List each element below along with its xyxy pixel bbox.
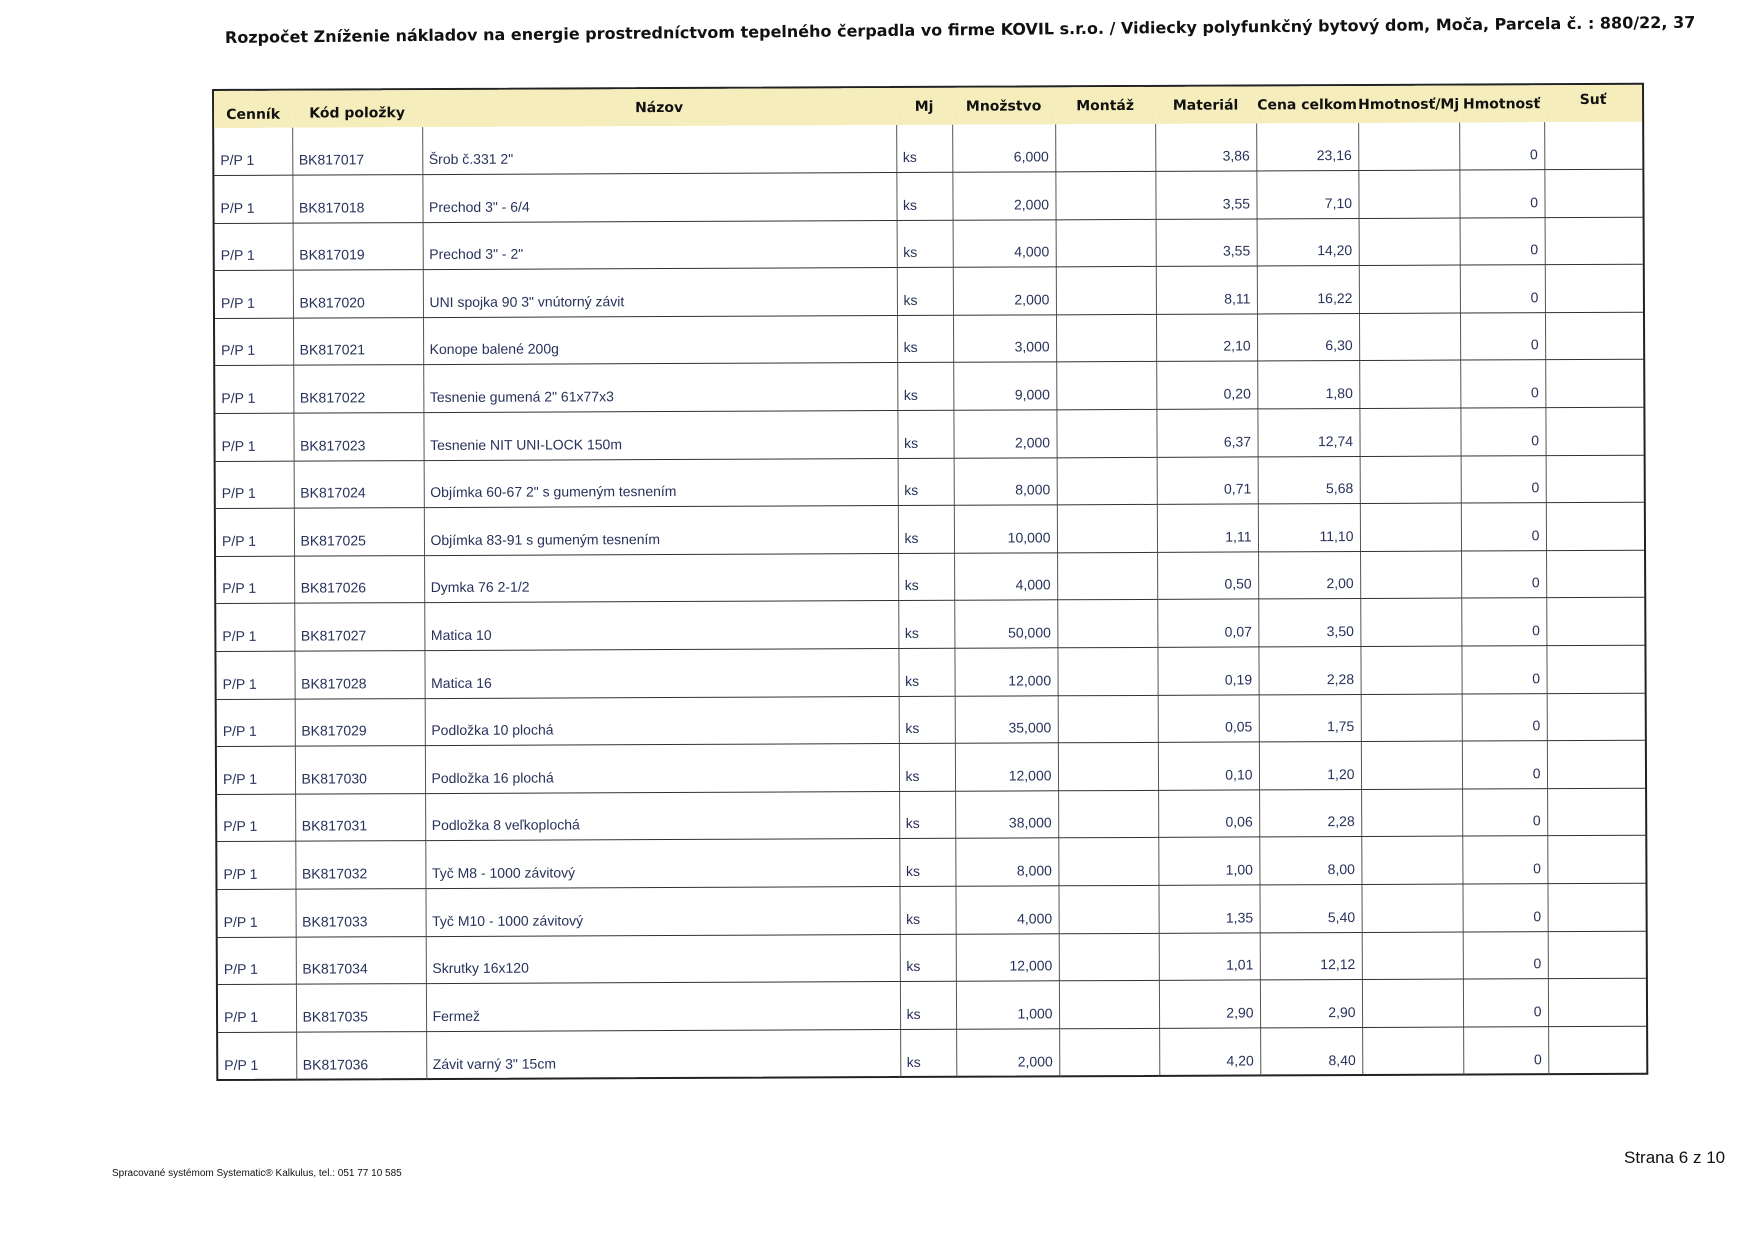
cell-material: 2,90 [1159,980,1260,1028]
cell-material: 0,20 [1156,361,1257,409]
cell-kod-polozky: BK817026 [294,555,424,603]
cell-hmotnost-mj [1361,741,1462,789]
cell-cennik: P/P 1 [217,889,295,937]
cell-material: 2,10 [1156,314,1257,362]
cell-mnozstvo: 2,000 [952,172,1055,220]
cell-mj: ks [900,934,956,982]
cell-hmotnost: 0 [1460,408,1545,456]
cell-kod-polozky: BK817023 [293,413,423,461]
table-row [214,122,1642,176]
cell-cena-celkom: 7,10 [1256,171,1358,219]
cell-cena-celkom: 8,40 [1260,1027,1362,1075]
cell-material: 6,37 [1156,409,1257,457]
cell-nazov: Závit varný 3" 15cm [426,1029,900,1079]
cell-material: 1,01 [1159,933,1260,981]
budget-table [214,85,1646,1080]
cell-sut [1546,645,1644,693]
cell-hmotnost-mj [1361,836,1462,884]
table-row [216,645,1644,699]
cell-hmotnost-mj [1360,551,1461,599]
cell-cena-celkom: 14,20 [1257,218,1359,266]
cell-montaz [1058,790,1158,838]
cell-sut [1546,455,1644,503]
cell-montaz [1057,457,1157,505]
cell-hmotnost-mj [1360,598,1461,646]
cell-mnozstvo: 1,000 [956,981,1059,1029]
cell-hmotnost: 0 [1461,503,1546,551]
cell-montaz [1058,885,1158,933]
cell-kod-polozky: BK817033 [295,889,425,937]
cell-kod-polozky: BK817017 [292,127,422,175]
cell-material: 3,55 [1155,171,1256,219]
table-row [218,1026,1646,1080]
cell-cennik: P/P 1 [217,842,295,890]
cell-hmotnost-mj [1360,646,1461,694]
cell-hmotnost: 0 [1459,122,1544,170]
cell-mnozstvo: 12,000 [955,743,1058,791]
cell-hmotnost-mj [1362,979,1463,1027]
cell-sut [1547,740,1645,788]
cell-mnozstvo: 8,000 [955,838,1058,886]
cell-montaz [1057,600,1157,648]
cell-hmotnost: 0 [1460,360,1545,408]
cell-montaz [1058,743,1158,791]
cell-mj: ks [898,553,954,601]
cell-cennik: P/P 1 [216,604,294,652]
cell-nazov: Tyč M10 - 1000 závitový [425,887,899,937]
cell-mnozstvo: 2,000 [953,267,1056,315]
cell-hmotnost-mj [1362,932,1463,980]
cell-material: 3,55 [1156,219,1257,267]
cell-mnozstvo: 10,000 [954,505,1057,553]
cell-material: 0,07 [1157,599,1258,647]
table-row [215,312,1643,366]
cell-nazov: Matica 16 [424,649,898,699]
col-header-material: Materiál [1172,97,1239,114]
cell-montaz [1059,981,1159,1029]
cell-hmotnost-mj [1359,361,1460,409]
cell-hmotnost-mj [1360,503,1461,551]
cell-mj: ks [897,410,953,458]
cell-nazov: Konope balené 200g [423,315,897,365]
table-body [214,122,1646,1080]
cell-nazov: Tesnenie gumená 2" 61x77x3 [423,363,897,413]
cell-mnozstvo: 50,000 [954,600,1057,648]
cell-mnozstvo: 35,000 [955,695,1058,743]
page-number: Strana 6 z 10 [1624,1148,1726,1167]
cell-nazov: Matica 10 [424,601,898,651]
table-row [217,693,1645,747]
cell-kod-polozky: BK817020 [293,270,423,318]
cell-mnozstvo: 12,000 [956,933,1059,981]
cell-kod-polozky: BK817019 [293,222,423,270]
cell-hmotnost: 0 [1463,979,1548,1027]
cell-sut [1544,169,1642,217]
cell-material: 1,00 [1158,837,1259,885]
cell-mj: ks [900,1029,956,1077]
cell-cennik: P/P 1 [218,1032,296,1080]
cell-sut [1545,360,1643,408]
budget-table-frame [212,83,1648,1081]
cell-montaz [1059,933,1159,981]
cell-sut [1548,1026,1646,1074]
cell-sut [1545,217,1643,265]
cell-mj: ks [897,363,953,411]
cell-sut [1545,265,1643,313]
cell-mj: ks [900,981,956,1029]
cell-cena-celkom: 5,68 [1258,456,1360,504]
cell-cennik: P/P 1 [218,937,296,985]
cell-cena-celkom: 8,00 [1259,837,1361,885]
cell-cena-celkom: 3,50 [1258,599,1360,647]
cell-hmotnost: 0 [1463,931,1548,979]
cell-hmotnost-mj [1358,123,1459,171]
cell-kod-polozky: BK817035 [296,984,426,1032]
cell-cennik: P/P 1 [216,461,294,509]
cell-cennik: P/P 1 [218,984,296,1032]
table-row [215,360,1643,414]
cell-montaz [1056,219,1156,267]
cell-kod-polozky: BK817028 [294,651,424,699]
cell-kod-polozky: BK817027 [294,603,424,651]
cell-cena-celkom: 16,22 [1257,266,1359,314]
cell-hmotnost-mj [1362,1027,1463,1075]
cell-cennik: P/P 1 [215,413,293,461]
col-header-hmotnost: Hmotnosť [1462,95,1541,113]
cell-montaz [1056,314,1156,362]
table-row [216,598,1644,652]
cell-hmotnost: 0 [1462,788,1547,836]
cell-nazov: Prechod 3" - 2" [423,220,897,270]
cell-hmotnost: 0 [1463,1026,1548,1074]
cell-mj: ks [897,220,953,268]
cell-kod-polozky: BK817018 [292,175,422,223]
cell-mnozstvo: 2,000 [953,410,1056,458]
cell-cena-celkom: 5,40 [1259,884,1361,932]
cell-cena-celkom: 12,12 [1260,932,1362,980]
cell-material: 0,05 [1158,695,1259,743]
table-row [214,169,1642,223]
cell-mnozstvo: 2,000 [956,1029,1059,1077]
cell-hmotnost-mj [1358,170,1459,218]
cell-cennik: P/P 1 [217,794,295,842]
cell-kod-polozky: BK817030 [295,746,425,794]
col-header-mj: Mj [914,98,934,115]
cell-nazov: UNI spojka 90 3" vnútorný závit [423,268,897,318]
cell-mnozstvo: 38,000 [955,791,1058,839]
cell-mnozstvo: 12,000 [954,648,1057,696]
table-row [218,931,1646,985]
document-title: Rozpočet Zníženie nákladov na energie prostredníctvom tepelného čerpadla vo firme KOVIL s.r.o. / Vidiecky polyfunkčný bytový dom, Moča, Parcela č. : 880/22, 37 [224,12,1696,47]
cell-sut [1545,407,1643,455]
cell-material: 1,11 [1157,504,1258,552]
cell-cena-celkom: 23,16 [1256,123,1358,171]
cell-nazov: Tesnenie NIT UNI-LOCK 150m [423,411,897,461]
cell-material: 0,10 [1158,742,1259,790]
cell-hmotnost-mj [1359,313,1460,361]
cell-mj: ks [898,601,954,649]
cell-cennik: P/P 1 [216,508,294,556]
cell-nazov: Podložka 10 plochá [425,696,899,746]
cell-hmotnost-mj [1359,218,1460,266]
cell-hmotnost: 0 [1460,217,1545,265]
cell-mnozstvo: 4,000 [954,553,1057,601]
cell-sut [1547,693,1645,741]
table-header-row [214,85,1642,128]
cell-cennik: P/P 1 [216,651,294,699]
cell-hmotnost: 0 [1460,313,1545,361]
cell-mj: ks [896,172,952,220]
cell-montaz [1057,552,1157,600]
cell-mj: ks [898,458,954,506]
cell-montaz [1056,267,1156,315]
cell-kod-polozky: BK817021 [293,317,423,365]
cell-cennik: P/P 1 [216,556,294,604]
cell-hmotnost-mj [1359,265,1460,313]
cell-sut [1547,883,1645,931]
col-header-kod-polozky: Kód položky [309,104,406,122]
cell-nazov: Objímka 83-91 s gumeným tesnením [424,506,898,556]
table-row [216,503,1644,557]
cell-sut [1546,503,1644,551]
cell-nazov: Tyč M8 - 1000 závitový [425,839,899,889]
cell-hmotnost-mj [1361,694,1462,742]
cell-kod-polozky: BK817031 [295,793,425,841]
cell-cennik: P/P 1 [215,366,293,414]
cell-montaz [1056,409,1156,457]
footer-software-note: Spracované systémom Systematic® Kalkulus, tel.: 051 77 10 585 [112,1168,402,1179]
cell-sut [1547,788,1645,836]
cell-sut [1545,312,1643,360]
table-row [217,740,1645,794]
cell-mnozstvo: 6,000 [952,124,1055,172]
cell-montaz [1059,1028,1159,1076]
cell-hmotnost: 0 [1461,598,1546,646]
cell-material: 8,11 [1156,266,1257,314]
cell-mnozstvo: 3,000 [953,315,1056,363]
cell-montaz [1058,838,1158,886]
cell-cena-celkom: 6,30 [1257,313,1359,361]
col-header-nazov: Názov [635,99,684,116]
cell-mnozstvo: 9,000 [953,362,1056,410]
cell-kod-polozky: BK817022 [293,365,423,413]
cell-hmotnost: 0 [1460,265,1545,313]
cell-mj: ks [898,648,954,696]
cell-cena-celkom: 2,28 [1258,647,1360,695]
cell-cena-celkom: 11,10 [1258,504,1360,552]
table-row [218,978,1646,1032]
cell-mj: ks [899,886,955,934]
cell-material: 4,20 [1159,1028,1260,1076]
cell-sut [1544,122,1642,170]
cell-montaz [1057,505,1157,553]
cell-hmotnost: 0 [1461,455,1546,503]
cell-cennik: P/P 1 [214,128,292,176]
table-row [215,407,1643,461]
cell-sut [1547,836,1645,884]
cell-cena-celkom: 1,80 [1257,361,1359,409]
cell-mj: ks [898,506,954,554]
cell-kod-polozky: BK817025 [294,508,424,556]
cell-mj: ks [899,791,955,839]
cell-nazov: Prechod 3" - 6/4 [422,173,896,223]
cell-hmotnost: 0 [1459,170,1544,218]
cell-cena-celkom: 1,20 [1259,742,1361,790]
cell-hmotnost-mj [1360,456,1461,504]
cell-nazov: Objímka 60-67 2" s gumeným tesnením [424,458,898,508]
col-header-cena-celkom: Cena celkom [1257,96,1358,113]
cell-hmotnost: 0 [1462,884,1547,932]
table-row [215,217,1643,271]
table-row [216,455,1644,509]
cell-sut [1546,598,1644,646]
cell-montaz [1055,124,1155,172]
cell-hmotnost: 0 [1461,551,1546,599]
cell-mj: ks [897,268,953,316]
cell-cena-celkom: 2,90 [1260,980,1362,1028]
cell-cennik: P/P 1 [215,318,293,366]
cell-mj: ks [899,839,955,887]
cell-hmotnost: 0 [1462,693,1547,741]
cell-kod-polozky: BK817036 [296,1031,426,1079]
cell-hmotnost: 0 [1462,741,1547,789]
table-row [215,265,1643,319]
cell-mj: ks [899,743,955,791]
cell-sut [1546,550,1644,598]
cell-cena-celkom: 2,28 [1259,789,1361,837]
col-header-montaz: Montáž [1076,97,1135,114]
cell-hmotnost-mj [1361,789,1462,837]
cell-material: 3,86 [1155,123,1256,171]
cell-hmotnost: 0 [1462,836,1547,884]
cell-cennik: P/P 1 [214,175,292,223]
col-header-mnozstvo: Množstvo [965,97,1042,115]
cell-kod-polozky: BK817029 [295,698,425,746]
cell-cennik: P/P 1 [217,699,295,747]
cell-sut [1548,978,1646,1026]
cell-mnozstvo: 8,000 [954,457,1057,505]
cell-montaz [1056,362,1156,410]
cell-nazov: Podložka 16 plochá [425,744,899,794]
col-header-cennik: Cenník [226,106,281,123]
cell-nazov: Skrutky 16x120 [426,934,900,984]
cell-mj: ks [899,696,955,744]
cell-nazov: Podložka 8 veľkoplochá [425,791,899,841]
cell-montaz [1055,171,1155,219]
cell-material: 1,35 [1158,885,1259,933]
cell-material: 0,06 [1158,790,1259,838]
cell-material: 0,19 [1157,647,1258,695]
cell-cennik: P/P 1 [215,270,293,318]
col-header-hmotnost-mj: Hmotnosť/Mj [1358,96,1460,113]
cell-mnozstvo: 4,000 [953,220,1056,268]
cell-cennik: P/P 1 [215,223,293,271]
cell-cena-celkom: 2,00 [1258,551,1360,599]
table-row [217,883,1645,937]
cell-cena-celkom: 1,75 [1259,694,1361,742]
cell-mj: ks [896,125,952,173]
cell-nazov: Fermež [426,982,900,1032]
cell-mnozstvo: 4,000 [955,886,1058,934]
cell-montaz [1058,695,1158,743]
cell-material: 0,50 [1157,552,1258,600]
cell-kod-polozky: BK817024 [294,460,424,508]
cell-material: 0,71 [1157,457,1258,505]
cell-hmotnost-mj [1359,408,1460,456]
cell-mj: ks [897,315,953,363]
cell-cena-celkom: 12,74 [1257,409,1359,457]
table-row [217,836,1645,890]
cell-hmotnost: 0 [1461,646,1546,694]
cell-kod-polozky: BK817034 [296,936,426,984]
cell-hmotnost-mj [1361,884,1462,932]
table-row [216,550,1644,604]
cell-kod-polozky: BK817032 [295,841,425,889]
table-row [217,788,1645,842]
cell-nazov: Šrob č.331 2" [422,125,896,175]
cell-montaz [1057,647,1157,695]
col-header-sut: Suť [1579,91,1607,108]
cell-nazov: Dymka 76 2-1/2 [424,553,898,603]
cell-sut [1548,931,1646,979]
cell-cennik: P/P 1 [217,746,295,794]
